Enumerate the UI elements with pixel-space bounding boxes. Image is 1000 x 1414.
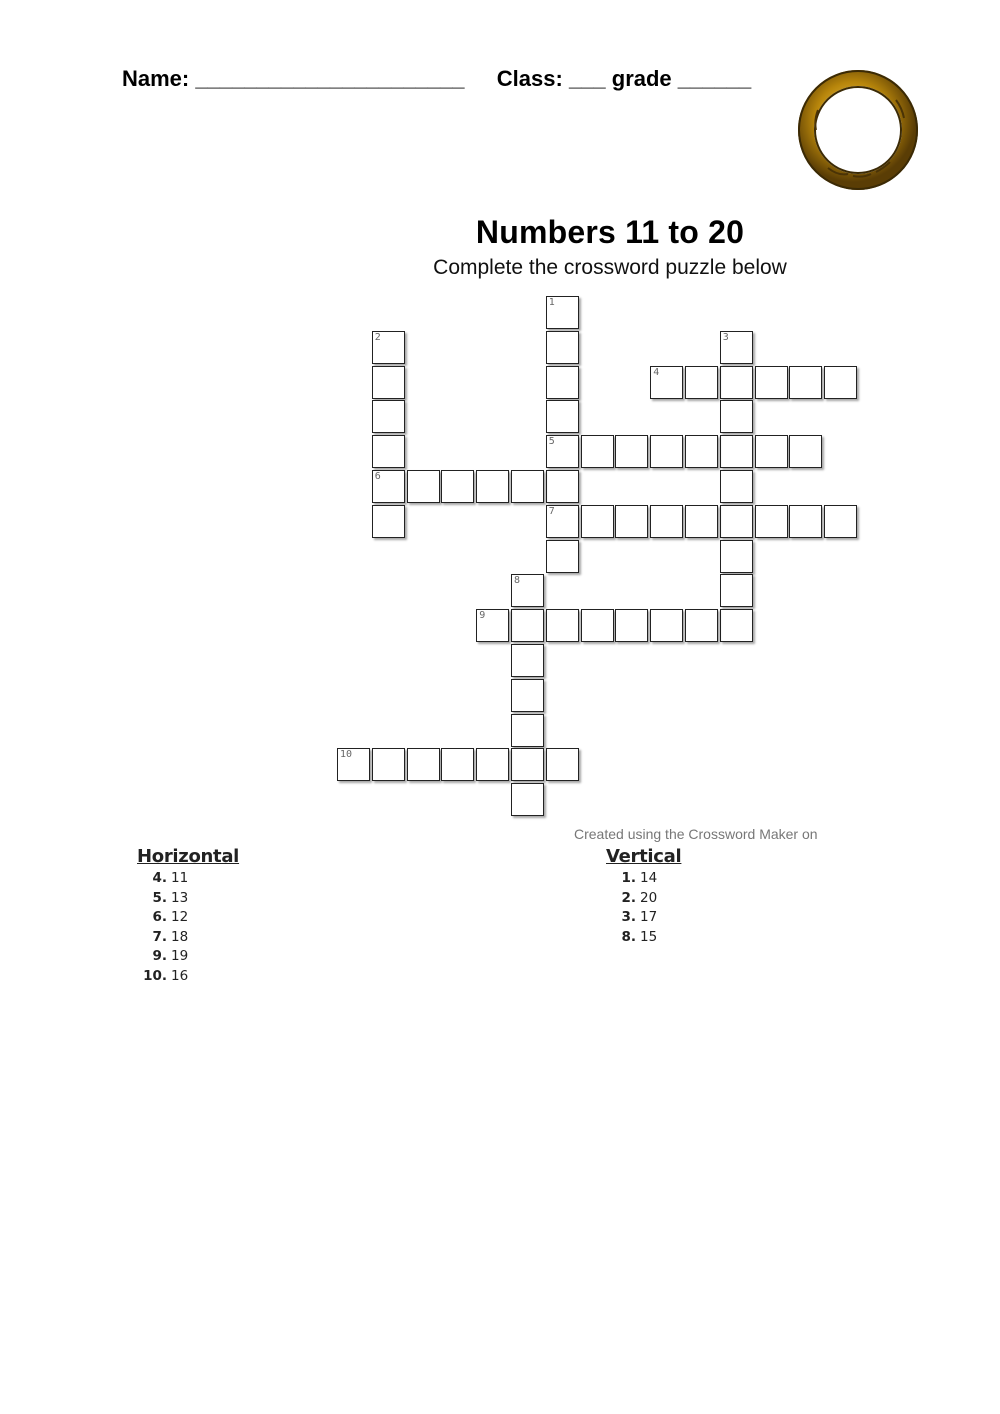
crossword-cell[interactable] <box>824 366 857 399</box>
crossword-cell[interactable] <box>407 748 440 781</box>
crossword-cell[interactable] <box>720 400 753 433</box>
crossword-cell[interactable] <box>546 331 579 364</box>
puzzle-subtitle: Complete the crossword puzzle below <box>433 256 787 279</box>
crossword-cell[interactable] <box>476 609 509 642</box>
clue-number: 6 <box>374 471 381 482</box>
crossword-cell[interactable] <box>720 574 753 607</box>
crossword-cell[interactable] <box>372 366 405 399</box>
crossword-cell[interactable] <box>546 435 579 468</box>
horizontal-heading: Horizontal <box>137 846 240 867</box>
crossword-cell[interactable] <box>720 331 753 364</box>
crossword-cell[interactable] <box>407 470 440 503</box>
crossword-cell[interactable] <box>546 400 579 433</box>
clue-number: 5 <box>548 436 555 448</box>
crossword-cell[interactable] <box>511 748 544 781</box>
crossword-cell[interactable] <box>337 748 370 781</box>
crossword-cell[interactable] <box>511 609 544 642</box>
clue-item: 6. 12 <box>152 909 189 926</box>
clue-number: 9 <box>479 610 486 622</box>
clue-number: 10 <box>340 749 353 761</box>
crossword-cell[interactable] <box>685 505 718 538</box>
student-info-line <box>122 66 751 92</box>
crossword-cell[interactable] <box>546 470 579 503</box>
crossword-cell[interactable] <box>441 748 474 781</box>
crossword-cell[interactable] <box>789 505 822 538</box>
clue-item: 1. 14 <box>621 870 658 886</box>
crossword-cell[interactable] <box>720 540 753 573</box>
clue-number: 3 <box>722 331 729 343</box>
crossword-cell[interactable] <box>720 609 753 642</box>
crossword-cell[interactable] <box>372 470 405 503</box>
crossword-cell[interactable] <box>476 470 509 503</box>
crossword-cell[interactable] <box>511 470 544 503</box>
clue-item: 3. 17 <box>621 909 658 926</box>
crossword-cell[interactable] <box>372 331 405 364</box>
crossword-cell[interactable] <box>824 505 857 538</box>
clue-item: 4. 11 <box>152 870 189 886</box>
crossword-cell[interactable] <box>511 714 544 747</box>
name-field[interactable]: Name: ______________________ <box>122 66 465 91</box>
gold-ring-image <box>798 70 918 190</box>
crossword-cell[interactable] <box>650 505 683 538</box>
crossword-cell[interactable] <box>476 748 509 781</box>
crossword-cell[interactable] <box>546 366 579 399</box>
clue-number: 8 <box>514 575 521 587</box>
crossword-cell[interactable] <box>720 505 753 538</box>
crossword-cell[interactable] <box>789 366 822 399</box>
crossword-cell[interactable] <box>685 435 718 468</box>
crossword-cell[interactable] <box>546 609 579 642</box>
crossword-cell[interactable] <box>372 435 405 468</box>
crossword-cell[interactable] <box>511 783 544 816</box>
crossword-cell[interactable] <box>546 505 579 538</box>
crossword-cell[interactable] <box>789 435 822 468</box>
crossword-cell[interactable] <box>685 366 718 399</box>
crossword-cell[interactable] <box>650 435 683 468</box>
clue-number: 1 <box>548 297 555 308</box>
crossword-cell[interactable] <box>755 366 788 399</box>
crossword-cell[interactable] <box>615 505 648 538</box>
crossword-cell[interactable] <box>581 435 614 468</box>
puzzle-title: Numbers 11 to 20 <box>475 214 745 250</box>
crossword-cell[interactable] <box>546 748 579 781</box>
crossword-cell[interactable] <box>720 470 753 503</box>
clue-item: 7. 18 <box>152 928 189 945</box>
crossword-cell[interactable] <box>755 435 788 468</box>
crossword-cell[interactable] <box>581 505 614 538</box>
crossword-cell[interactable] <box>511 644 544 677</box>
clue-item: 5. 13 <box>152 889 189 906</box>
class-field[interactable]: Class: ___ grade ______ <box>496 66 752 91</box>
crossword-cell[interactable] <box>685 609 718 642</box>
crossword-cell[interactable] <box>581 609 614 642</box>
crossword-cell[interactable] <box>511 679 544 712</box>
clue-item: 8. 15 <box>621 928 658 945</box>
clue-item: 2. 20 <box>621 889 658 906</box>
crossword-cell[interactable] <box>511 574 544 607</box>
crossword-cell[interactable] <box>755 505 788 538</box>
clue-item: 9. 19 <box>152 948 189 965</box>
credit-text: Created using the Crossword Maker on <box>574 826 818 842</box>
crossword-cell[interactable] <box>546 540 579 573</box>
clue-item: 10. 16 <box>143 967 189 984</box>
crossword-cell[interactable] <box>546 296 579 329</box>
crossword-cell[interactable] <box>650 366 683 399</box>
horizontal-clues <box>137 846 239 987</box>
vertical-heading: Vertical <box>606 846 682 867</box>
clue-number: 2 <box>374 331 381 343</box>
crossword-cell[interactable] <box>615 435 648 468</box>
clue-number: 4 <box>653 366 660 378</box>
crossword-cell[interactable] <box>650 609 683 642</box>
crossword-cell[interactable] <box>372 400 405 433</box>
clue-number: 7 <box>548 505 555 517</box>
crossword-cell[interactable] <box>372 505 405 538</box>
vertical-clues <box>606 846 681 947</box>
crossword-cell[interactable] <box>441 470 474 503</box>
crossword-cell[interactable] <box>615 609 648 642</box>
crossword-cell[interactable] <box>372 748 405 781</box>
crossword-cell[interactable] <box>720 366 753 399</box>
crossword-cell[interactable] <box>720 435 753 468</box>
